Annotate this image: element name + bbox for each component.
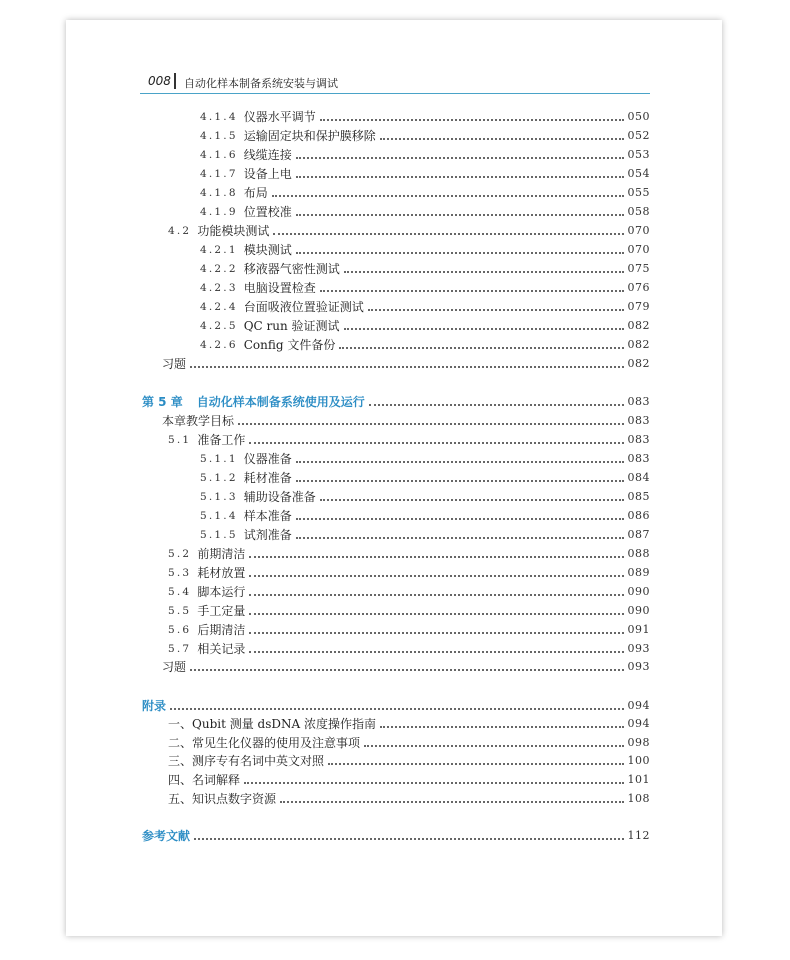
toc-page: 055 bbox=[627, 186, 650, 199]
leader-dots bbox=[249, 593, 623, 596]
toc-entry[interactable] bbox=[200, 203, 650, 221]
toc-entry[interactable] bbox=[200, 127, 650, 145]
toc-page: 058 bbox=[627, 205, 650, 218]
leader-dots bbox=[296, 460, 624, 463]
toc-page: 083 bbox=[627, 452, 650, 465]
toc-entry[interactable] bbox=[168, 734, 650, 752]
leader-dots bbox=[249, 612, 623, 615]
toc-page: 070 bbox=[627, 224, 650, 237]
toc-title: QC run 验证测试 bbox=[243, 319, 340, 333]
toc-title: 习题 bbox=[162, 357, 187, 371]
leader-dots bbox=[296, 156, 624, 159]
leader-dots bbox=[249, 555, 623, 558]
toc-page: 076 bbox=[627, 281, 650, 294]
toc-entry[interactable] bbox=[168, 752, 650, 770]
toc-entry[interactable] bbox=[200, 336, 650, 354]
toc-page: 053 bbox=[627, 148, 650, 161]
toc-number: 4.2.4 bbox=[200, 301, 238, 313]
toc-title: 前期清洁 bbox=[197, 547, 246, 561]
toc-page: 088 bbox=[627, 547, 650, 560]
toc-chapter-entry[interactable] bbox=[142, 393, 650, 411]
leader-dots bbox=[344, 327, 624, 330]
leader-dots bbox=[320, 498, 624, 501]
toc-page: 093 bbox=[627, 660, 650, 673]
toc-title: 相关记录 bbox=[197, 642, 246, 656]
toc-page: 070 bbox=[627, 243, 650, 256]
leader-dots bbox=[194, 837, 623, 840]
toc-entry[interactable] bbox=[162, 412, 650, 430]
toc-title: 移液器气密性测试 bbox=[243, 262, 340, 276]
toc-title: Config 文件备份 bbox=[243, 338, 336, 352]
toc-title: 样本准备 bbox=[243, 509, 292, 523]
leader-dots bbox=[249, 574, 623, 577]
toc-page: 054 bbox=[627, 167, 650, 180]
leader-dots bbox=[364, 744, 623, 747]
toc-title: 电脑设置检查 bbox=[243, 281, 316, 295]
leader-dots bbox=[328, 762, 623, 765]
toc-title: 仪器水平调节 bbox=[243, 110, 316, 124]
toc-page: 094 bbox=[627, 717, 650, 730]
leader-dots bbox=[296, 213, 624, 216]
leader-dots bbox=[244, 781, 623, 784]
toc-number: 5.1 bbox=[168, 434, 192, 446]
toc-number: 5.1.2 bbox=[200, 472, 238, 484]
toc-page: 094 bbox=[627, 699, 650, 712]
toc-number: 5.3 bbox=[168, 567, 192, 579]
toc-number: 4.2.1 bbox=[200, 244, 238, 256]
toc-page: 079 bbox=[627, 300, 650, 313]
toc-title: 习题 bbox=[162, 660, 187, 674]
leader-dots bbox=[170, 707, 623, 710]
toc-title: 五、知识点数字资源 bbox=[168, 792, 277, 806]
toc-entry[interactable] bbox=[162, 355, 650, 373]
toc-entry[interactable] bbox=[168, 583, 650, 601]
toc-page: 082 bbox=[627, 338, 650, 351]
toc-title: 三、测序专有名词中英文对照 bbox=[168, 754, 325, 768]
toc-title: 运输固定块和保护膜移除 bbox=[243, 129, 376, 143]
header-divider bbox=[174, 73, 176, 89]
toc-number: 4.1.4 bbox=[200, 111, 238, 123]
toc-title: 布局 bbox=[243, 186, 268, 200]
leader-dots bbox=[272, 194, 624, 197]
toc-page: 082 bbox=[627, 357, 650, 370]
toc-title: 一、Qubit 测量 dsDNA 浓度操作指南 bbox=[168, 717, 376, 731]
leader-dots bbox=[369, 403, 624, 406]
toc-entry[interactable] bbox=[200, 108, 650, 126]
toc-references-entry[interactable] bbox=[142, 827, 650, 845]
toc-number: 4.2 bbox=[168, 225, 192, 237]
toc-entry[interactable] bbox=[168, 771, 650, 789]
leader-dots bbox=[339, 346, 623, 349]
toc-entry[interactable] bbox=[200, 165, 650, 183]
toc-page: 087 bbox=[627, 528, 650, 541]
toc-entry[interactable] bbox=[200, 241, 650, 259]
toc-number: 4.1.5 bbox=[200, 130, 238, 142]
toc-page: 093 bbox=[627, 642, 650, 655]
toc-entry[interactable] bbox=[200, 469, 650, 487]
toc-number: 5.7 bbox=[168, 643, 192, 655]
leader-dots bbox=[368, 308, 624, 311]
leader-dots bbox=[273, 232, 623, 235]
toc-entry[interactable] bbox=[168, 431, 650, 449]
toc-page: 083 bbox=[627, 414, 650, 427]
leader-dots bbox=[296, 175, 624, 178]
toc-number: 5.1.3 bbox=[200, 491, 238, 503]
toc-title: 辅助设备准备 bbox=[243, 490, 316, 504]
toc-entry[interactable] bbox=[200, 279, 650, 297]
toc-title: 模块测试 bbox=[243, 243, 292, 257]
toc-title: 耗材放置 bbox=[197, 566, 246, 580]
toc-entry[interactable] bbox=[168, 640, 650, 658]
toc-page: 050 bbox=[627, 110, 650, 123]
toc-title: 后期清洁 bbox=[197, 623, 246, 637]
leader-dots bbox=[238, 422, 623, 425]
toc-number: 5.4 bbox=[168, 586, 192, 598]
leader-dots bbox=[249, 650, 623, 653]
toc-entry[interactable] bbox=[168, 790, 650, 808]
toc-number: 5.5 bbox=[168, 605, 192, 617]
toc-title: 位置校准 bbox=[243, 205, 292, 219]
toc-title: 手工定量 bbox=[197, 604, 246, 618]
toc-title: 试剂准备 bbox=[243, 528, 292, 542]
header-book-title: 自动化样本制备系统安装与调试 bbox=[184, 77, 338, 90]
toc-title: 设备上电 bbox=[243, 167, 292, 181]
toc-title: 线缆连接 bbox=[243, 148, 292, 162]
toc-title: 台面吸液位置验证测试 bbox=[243, 300, 364, 314]
toc-title: 四、名词解释 bbox=[168, 773, 241, 787]
toc-page: 090 bbox=[627, 604, 650, 617]
leader-dots bbox=[280, 800, 623, 803]
leader-dots bbox=[190, 668, 623, 671]
toc-chapter-number: 第 5 章 bbox=[142, 395, 183, 409]
toc-title: 二、常见生化仪器的使用及注意事项 bbox=[168, 736, 361, 750]
toc-number: 5.1.4 bbox=[200, 510, 238, 522]
toc-page: 083 bbox=[627, 433, 650, 446]
toc-entry[interactable] bbox=[200, 450, 650, 468]
toc-number: 4.2.5 bbox=[200, 320, 238, 332]
toc-title: 准备工作 bbox=[197, 433, 246, 447]
toc-entry[interactable] bbox=[200, 260, 650, 278]
toc-number: 5.2 bbox=[168, 548, 192, 560]
toc-entry[interactable] bbox=[200, 488, 650, 506]
toc-number: 4.2.3 bbox=[200, 282, 238, 294]
leader-dots bbox=[320, 118, 624, 121]
header-rule bbox=[140, 93, 650, 94]
leader-dots bbox=[380, 137, 624, 140]
toc-page: 089 bbox=[627, 566, 650, 579]
toc-appendix-title: 附录 bbox=[142, 699, 167, 713]
toc-entry[interactable] bbox=[200, 298, 650, 316]
toc-number: 5.1.5 bbox=[200, 529, 238, 541]
leader-dots bbox=[249, 631, 623, 634]
toc-page: 101 bbox=[627, 773, 650, 786]
leader-dots bbox=[296, 517, 624, 520]
toc-page: 083 bbox=[627, 395, 650, 408]
leader-dots bbox=[296, 536, 624, 539]
toc-entry[interactable] bbox=[162, 658, 650, 676]
toc-number: 4.1.9 bbox=[200, 206, 238, 218]
leader-dots bbox=[380, 725, 624, 728]
header-page-number: 008 bbox=[148, 74, 171, 88]
toc-entry[interactable] bbox=[200, 146, 650, 164]
toc-number: 5.6 bbox=[168, 624, 192, 636]
toc-number: 4.1.7 bbox=[200, 168, 238, 180]
leader-dots bbox=[296, 251, 624, 254]
toc-page: 085 bbox=[627, 490, 650, 503]
leader-dots bbox=[190, 365, 623, 368]
toc-page: 084 bbox=[627, 471, 650, 484]
toc-page: 086 bbox=[627, 509, 650, 522]
toc-references-title: 参考文献 bbox=[142, 829, 191, 843]
toc-entry[interactable] bbox=[168, 564, 650, 582]
toc-page: 082 bbox=[627, 319, 650, 332]
toc-entry[interactable] bbox=[200, 184, 650, 202]
toc-title: 本章教学目标 bbox=[162, 414, 235, 428]
toc-page: 090 bbox=[627, 585, 650, 598]
toc-entry[interactable] bbox=[168, 621, 650, 639]
toc-title: 仪器准备 bbox=[243, 452, 292, 466]
toc-chapter-title: 自动化样本制备系统使用及运行 bbox=[196, 395, 365, 409]
toc-number: 4.1.8 bbox=[200, 187, 238, 199]
toc-number: 4.2.6 bbox=[200, 339, 238, 351]
toc-entry[interactable] bbox=[200, 317, 650, 335]
toc-number: 4.1.6 bbox=[200, 149, 238, 161]
toc-entry[interactable] bbox=[200, 526, 650, 544]
toc-page: 052 bbox=[627, 129, 650, 142]
toc-entry[interactable] bbox=[168, 545, 650, 563]
toc-title: 功能模块测试 bbox=[197, 224, 270, 238]
toc-appendix-entry[interactable] bbox=[142, 697, 650, 715]
toc-page: 108 bbox=[627, 792, 650, 805]
toc-page: 075 bbox=[627, 262, 650, 275]
toc-title: 耗材准备 bbox=[243, 471, 292, 485]
leader-dots bbox=[296, 479, 624, 482]
toc-page: 100 bbox=[627, 754, 650, 767]
leader-dots bbox=[249, 441, 623, 444]
toc-title: 脚本运行 bbox=[197, 585, 246, 599]
leader-dots bbox=[344, 270, 624, 273]
toc-page: 098 bbox=[627, 736, 650, 749]
leader-dots bbox=[320, 289, 624, 292]
toc-page: 112 bbox=[627, 829, 650, 842]
toc-page: 091 bbox=[627, 623, 650, 636]
toc-number: 5.1.1 bbox=[200, 453, 238, 465]
toc-entry[interactable] bbox=[200, 507, 650, 525]
toc-entry[interactable] bbox=[168, 715, 650, 733]
toc-entry[interactable] bbox=[168, 602, 650, 620]
toc-entry[interactable] bbox=[168, 222, 650, 240]
toc-number: 4.2.2 bbox=[200, 263, 238, 275]
